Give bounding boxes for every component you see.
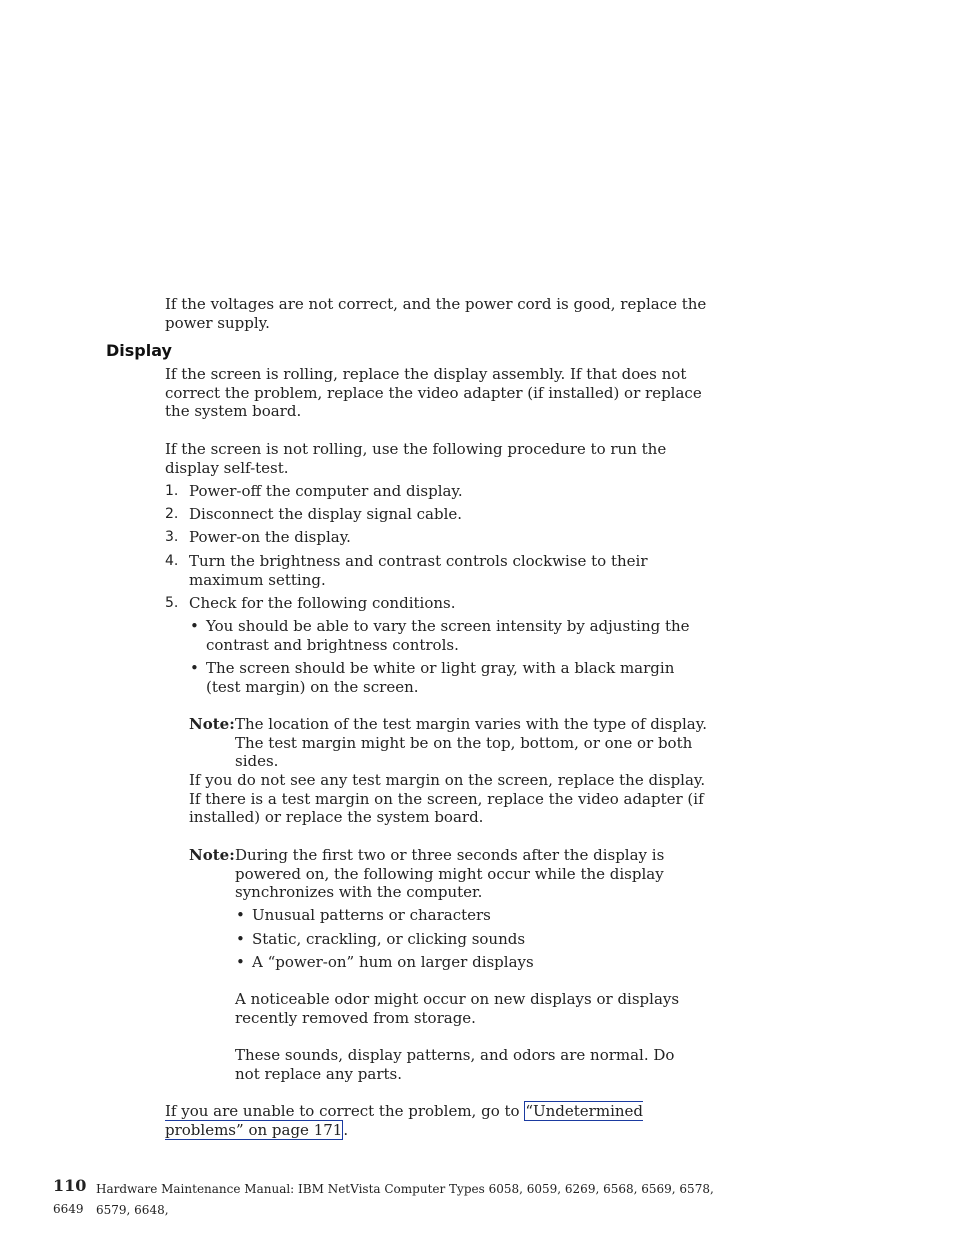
step-text: Power-off the computer and display. (189, 482, 463, 500)
bullet-icon: • (190, 659, 199, 677)
step-number: 3. (165, 529, 179, 545)
note-label: Note: (189, 846, 235, 864)
bullet-icon: • (190, 617, 199, 635)
final-suffix: . (343, 1120, 349, 1139)
footer-title: Hardware Maintenance Manual: IBM NetVista Computer Types 6058, 6059, 6269, 6568, 6569, 6578, 6579, 6648, (96, 1182, 714, 1217)
note-paragraph: A noticeable odor might occur on new displays or displays recently removed from storage. (235, 990, 680, 1027)
condition-item: The screen should be white or light gray, with a black margin (test margin) on the screen. (206, 659, 675, 696)
note-label: Note: (189, 715, 235, 733)
step-number: 1. (165, 483, 179, 499)
rolling-paragraph: If the screen is rolling, replace the display assembly. If that does not correct the problem, replace the video adapter (if installed) or replace the system board. (165, 365, 702, 421)
undetermined-problems-link[interactable]: “Undetermined problems” on page 171 (165, 1102, 644, 1139)
not-rolling-paragraph: If the screen is not rolling, use the following procedure to run the display self-test. (165, 440, 667, 477)
step-text: Check for the following conditions. (189, 594, 456, 612)
note-list-item: Static, crackling, or clicking sounds (252, 930, 526, 948)
bullet-icon: • (236, 930, 245, 948)
note-list-item: A “power-on” hum on larger displays (252, 953, 534, 971)
final-paragraph (165, 1102, 725, 1139)
bullet-icon: • (236, 906, 245, 924)
note-paragraph: These sounds, display patterns, and odors are normal. Do not replace any parts. (235, 1046, 675, 1083)
step-text: Turn the brightness and contrast controls clockwise to their maximum setting. (189, 552, 648, 589)
step-number: 5. (165, 595, 179, 611)
page-number: 110 (53, 1176, 87, 1195)
intro-paragraph: If the voltages are not correct, and the power cord is good, replace the power supply. (165, 295, 707, 332)
section-heading: Display (106, 341, 172, 360)
note-text: The location of the test margin varies with the type of display. The test margin might be on the top, bottom, or one or both sides. (235, 715, 707, 771)
step-number: 2. (165, 506, 179, 522)
condition-item: You should be able to vary the screen intensity by adjusting the contrast and brightness controls. (206, 617, 690, 654)
footer-title-continued: 6649 (53, 1202, 84, 1216)
bullet-icon: • (236, 953, 245, 971)
final-prefix: If you are unable to correct the problem, go to (165, 1102, 525, 1120)
note-text: During the first two or three seconds after the display is powered on, the following might occur while the display synchronizes with the computer. (235, 846, 665, 902)
step-text: Power-on the display. (189, 528, 351, 546)
step-number: 4. (165, 553, 179, 569)
note-list-item: Unusual patterns or characters (252, 906, 491, 924)
step-text: Disconnect the display signal cable. (189, 505, 463, 523)
test-margin-paragraph: If you do not see any test margin on the screen, replace the display. If there is a test margin on the screen, replace the video adapter (if installed) or replace the system board. (189, 771, 706, 827)
